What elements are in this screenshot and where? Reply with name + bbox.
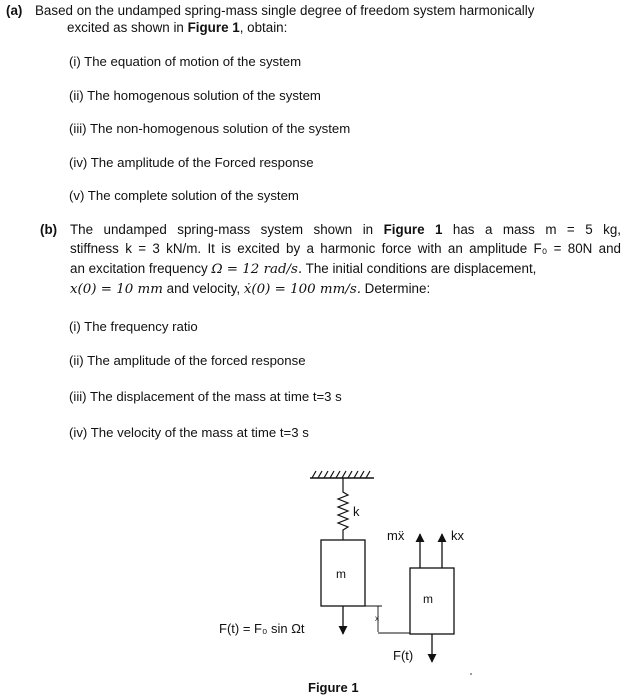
part-b-item-ii: (ii) The amplitude of the forced response [69,353,306,368]
mass-label: m [336,567,346,581]
inertia-force-label: mẍ [387,528,405,543]
part-a-intro-end: , obtain: [239,20,288,35]
spring-force-label: kx [451,528,464,543]
part-b-line2: stiffness k = 3 kN/m. It is excited by a harmonic force with an amplitude F₀ = 80N and [70,241,621,256]
displacement-label: x [375,614,379,623]
part-a-item-iii: (iii) The non-homogenous solution of the system [69,121,351,136]
part-b-item-iv: (iv) The velocity of the mass at time t=3 s [69,425,309,440]
spring [338,478,348,540]
part-b-excitation-frequency: Ω = 12 rad/s. [211,262,303,277]
part-b-line1-end: has a mass m = 5 kg, [442,222,621,237]
part-b-initial-displacement: x(0) = 10 mm [70,282,163,297]
figure-caption: Figure 1 [308,680,359,695]
part-b-line4-end: Determine: [360,281,431,296]
applied-force-label: F(t) = F₀ sin Ωt [219,621,305,636]
ground-support [310,471,374,478]
part-b-item-i: (i) The frequency ratio [69,319,198,334]
part-b-label: (b) [40,222,58,237]
spring-label: k [353,504,360,519]
part-a-figure-ref: Figure 1 [187,20,240,35]
part-b-line3-text: an excitation frequency [70,261,212,276]
part-a-item-ii: (ii) The homogenous solution of the system [69,88,321,103]
part-b-item-iii: (iii) The displacement of the mass at time t=3 s [69,389,342,404]
part-a-item-i: (i) The equation of motion of the system [69,54,302,69]
part-a-intro-text: excited as shown in [67,20,188,35]
displacement-indicator [365,606,382,632]
part-a-item-iv: (iv) The amplitude of the Forced response [69,155,314,170]
fbd-applied-force-label: F(t) [393,648,414,663]
part-a-item-v: (v) The complete solution of the system [69,188,299,203]
part-b-line3-end: The initial conditions are displacement, [302,261,537,276]
part-a-intro-line1: Based on the undamped spring-mass single degree of freedom system harmonically [35,3,535,18]
part-b-line4-mid: and velocity, [162,281,244,296]
fbd-mass-label: m [423,592,433,606]
speck [470,673,472,675]
part-b-line1-text: The undamped spring-mass system shown in [70,222,384,237]
part-b-figure-ref: Figure 1 [383,222,443,237]
part-b-initial-velocity: ẋ(0) = 100 mm/s. [243,282,361,297]
part-a-label: (a) [6,3,23,18]
